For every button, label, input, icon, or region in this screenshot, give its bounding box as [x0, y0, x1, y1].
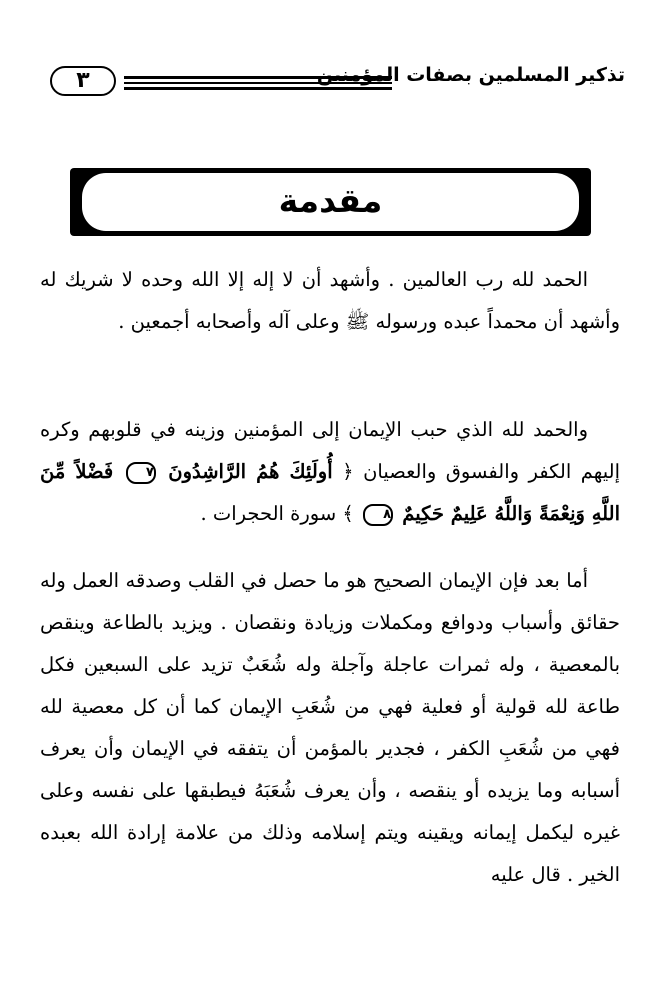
- page-number: ٣: [50, 66, 116, 96]
- section-title: مقدمة: [82, 173, 579, 231]
- ayah-number-badge: ٧: [126, 462, 156, 484]
- paragraph-quran: [40, 409, 620, 535]
- quran-bracket-close: ﴾: [342, 502, 354, 525]
- section-title-frame: [70, 168, 591, 236]
- paragraph-body: [40, 560, 620, 896]
- ayah-number-badge: ٨: [363, 504, 393, 526]
- header-rule: [124, 87, 392, 90]
- page-header: [40, 62, 625, 102]
- running-title: تذكير المسلمين بصفات المؤمنين: [316, 64, 625, 86]
- quran-verse: أُولَئِكَ هُمُ الرَّاشِدُونَ: [168, 460, 333, 483]
- quran-verse: فَضْلاً مِّنَ اللَّهِ وَنِعْمَةً وَاللَّهُ عَلِيمٌ حَكِيمٌ: [40, 460, 620, 525]
- surah-reference: سورة الحجرات .: [200, 502, 337, 525]
- paragraph-text: أما بعد فإن الإيمان الصحيح هو ما حصل في القلب وصدقه العمل وله حقائق وأسباب ودوافع ومكملات وزيادة ونقصان . ويزيد بالطاعة وينقص بالمعصية ، وله ثمرات عاجلة وآجلة وله شُعَبٌ تزيد على السبعين فكل طاعة لله قولية أو فعلية فهي من شُعَبِ الإيمان كما أن كل معصية لله فهي من شُعَبِ الكفر ، فجدير بالمؤمن أن يتفقه في الإيمان وأن يعرف أسبابه وما يزيده أو ينقصه ، وأن يعرف شُعَبَهُ فيطبقها على نفسه وعلى غيره ليكمل إيمانه ويقينه ويتم إسلامه وذلك من علامة إرادة الله بعبده الخير . قال عليه: [40, 569, 620, 886]
- paragraph-text: الحمد لله رب العالمين . وأشهد أن لا إله إلا الله وحده لا شريك له وأشهد أن محمداً عبده ورسوله ﷺ وعلى آله وأصحابه أجمعين .: [40, 268, 620, 333]
- paragraph-intro: [40, 259, 620, 343]
- paragraph-text: والحمد لله الذي حبب الإيمان إلى المؤمنين وزينه في قلوبهم وكره إليهم الكفر والفسوق والعصيان: [40, 418, 620, 483]
- quran-bracket-open: ﴿: [342, 460, 354, 483]
